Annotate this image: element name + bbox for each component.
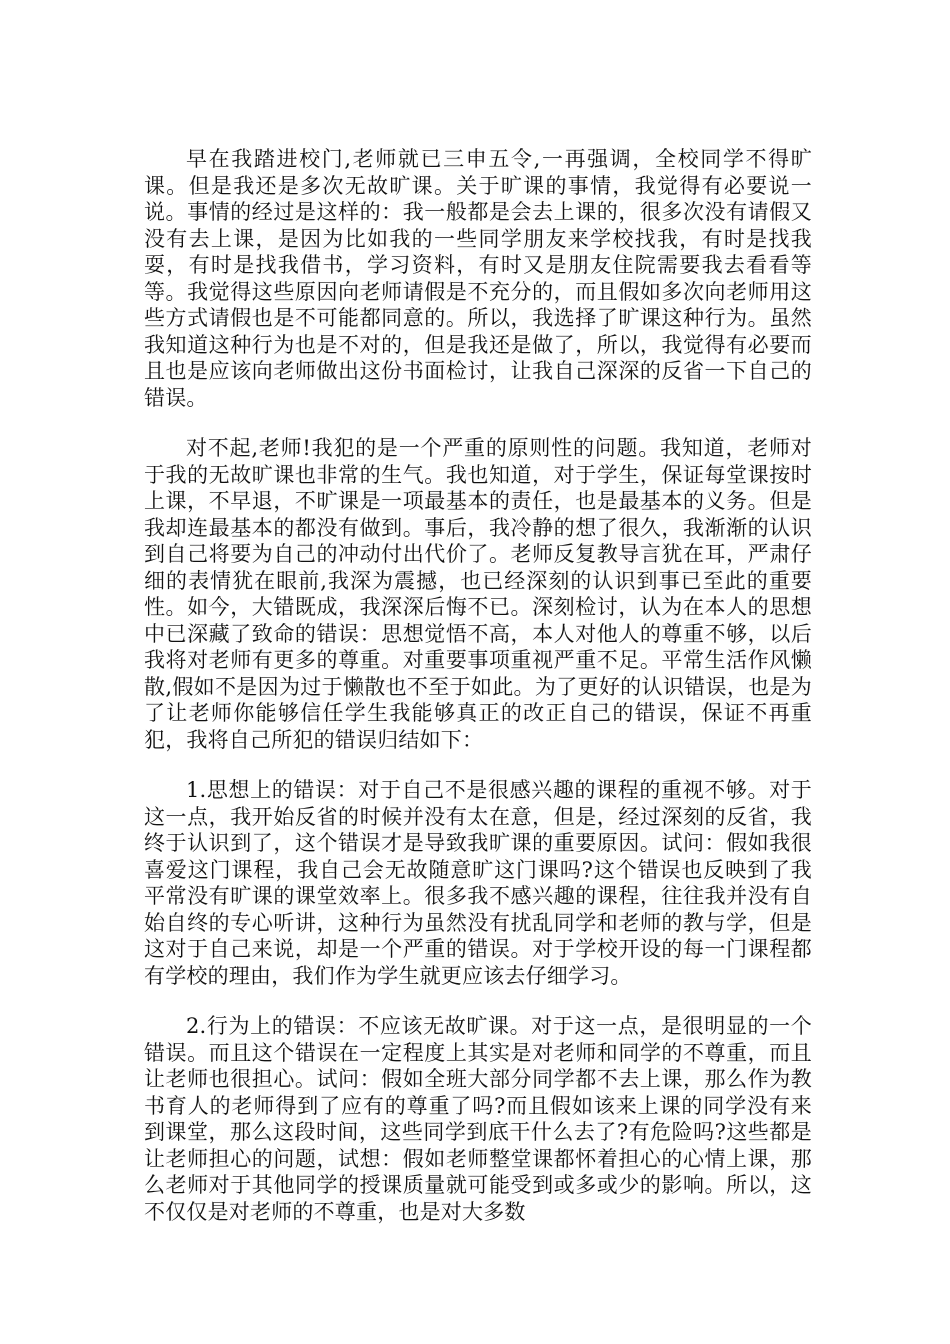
document-body xyxy=(144,146,812,1249)
paragraph-error-thought: 1.思想上的错误：对于自己不是很感兴趣的课程的重视不够。对于这一点，我开始反省的时候并没有太在意，但是，经过深刻的反省，我终于认识到了，这个错误才是导致我旷课的重要原因。试问：假如我很喜爱这门课程，我自己会无故随意旷这门课吗?这个错误也反映到了我平常没有旷课的课堂效率上。很多我不感兴趣的课程，往往我并没有自始自终的专心听讲，这种行为虽然没有扰乱同学和老师的教与学，但是这对于自己来说，却是一个严重的错误。对于学校开设的每一门课程都有学校的理由，我们作为学生就更应该去仔细学习。 xyxy=(144,778,812,988)
paragraph-intro: 早在我踏进校门,老师就已三申五令,一再强调，全校同学不得旷课。但是我还是多次无故旷课。关于旷课的事情，我觉得有必要说一说。事情的经过是这样的：我一般都是会去上课的，很多次没有请假又没有去上课，是因为比如我的一些同学朋友来学校找我，有时是找我耍，有时是找我借书，学习资料，有时又是朋友住院需要我去看看等等。我觉得这些原因向老师请假是不充分的，而且假如多次向老师用这些方式请假也是不可能都同意的。所以，我选择了旷课这种行为。虽然我知道这种行为也是不对的，但是我还是做了，所以，我觉得有必要而且也是应该向老师做出这份书面检讨，让我自己深深的反省一下自己的错误。 xyxy=(144,147,812,410)
paragraph-apology: 对不起,老师!我犯的是一个严重的原则性的问题。我知道，老师对于我的无故旷课也非常的生气。我也知道，对于学生，保证每堂课按时上课，不早退，不旷课是一项最基本的责任，也是最基本的义务。但是我却连最基本的都没有做到。事后，我冷静的想了很久，我渐渐的认识到自己将要为自己的冲动付出代价了。老师反复教导言犹在耳，严肃仔细的表情犹在眼前,我深为震撼，也已经深刻的认识到事已至此的重要性。如今，大错既成，我深深后悔不已。深刻检讨，认为在本人的思想中已深藏了致命的错误：思想觉悟不高，本人对他人的尊重不够，以后我将对老师有更多的尊重。对重要事项重视严重不足。平常生活作风懒散,假如不是因为过于懒散也不至于如此。为了更好的认识错误，也是为了让老师你能够信任学生我能够真正的改正自己的错误，保证不再重犯，我将自己所犯的错误归结如下： xyxy=(144,436,812,752)
paragraph-error-behavior: 2.行为上的错误：不应该无故旷课。对于这一点，是很明显的一个错误。而且这个错误在一定程度上其实是对老师和同学的不尊重，而且让老师也很担心。试问：假如全班大部分同学都不去上课，那么作为教书育人的老师得到了应有的尊重了吗?而且假如该来上课的同学没有来到课堂，那么这段时间，这些同学到底干什么去了?有危险吗?这些都是让老师担心的问题，试想：假如老师整堂课都怀着担心的心情上课，那么老师对于其他同学的授课质量就可能受到或多或少的影响。所以，这不仅仅是对老师的不尊重，也是对大多数 xyxy=(144,1014,812,1224)
